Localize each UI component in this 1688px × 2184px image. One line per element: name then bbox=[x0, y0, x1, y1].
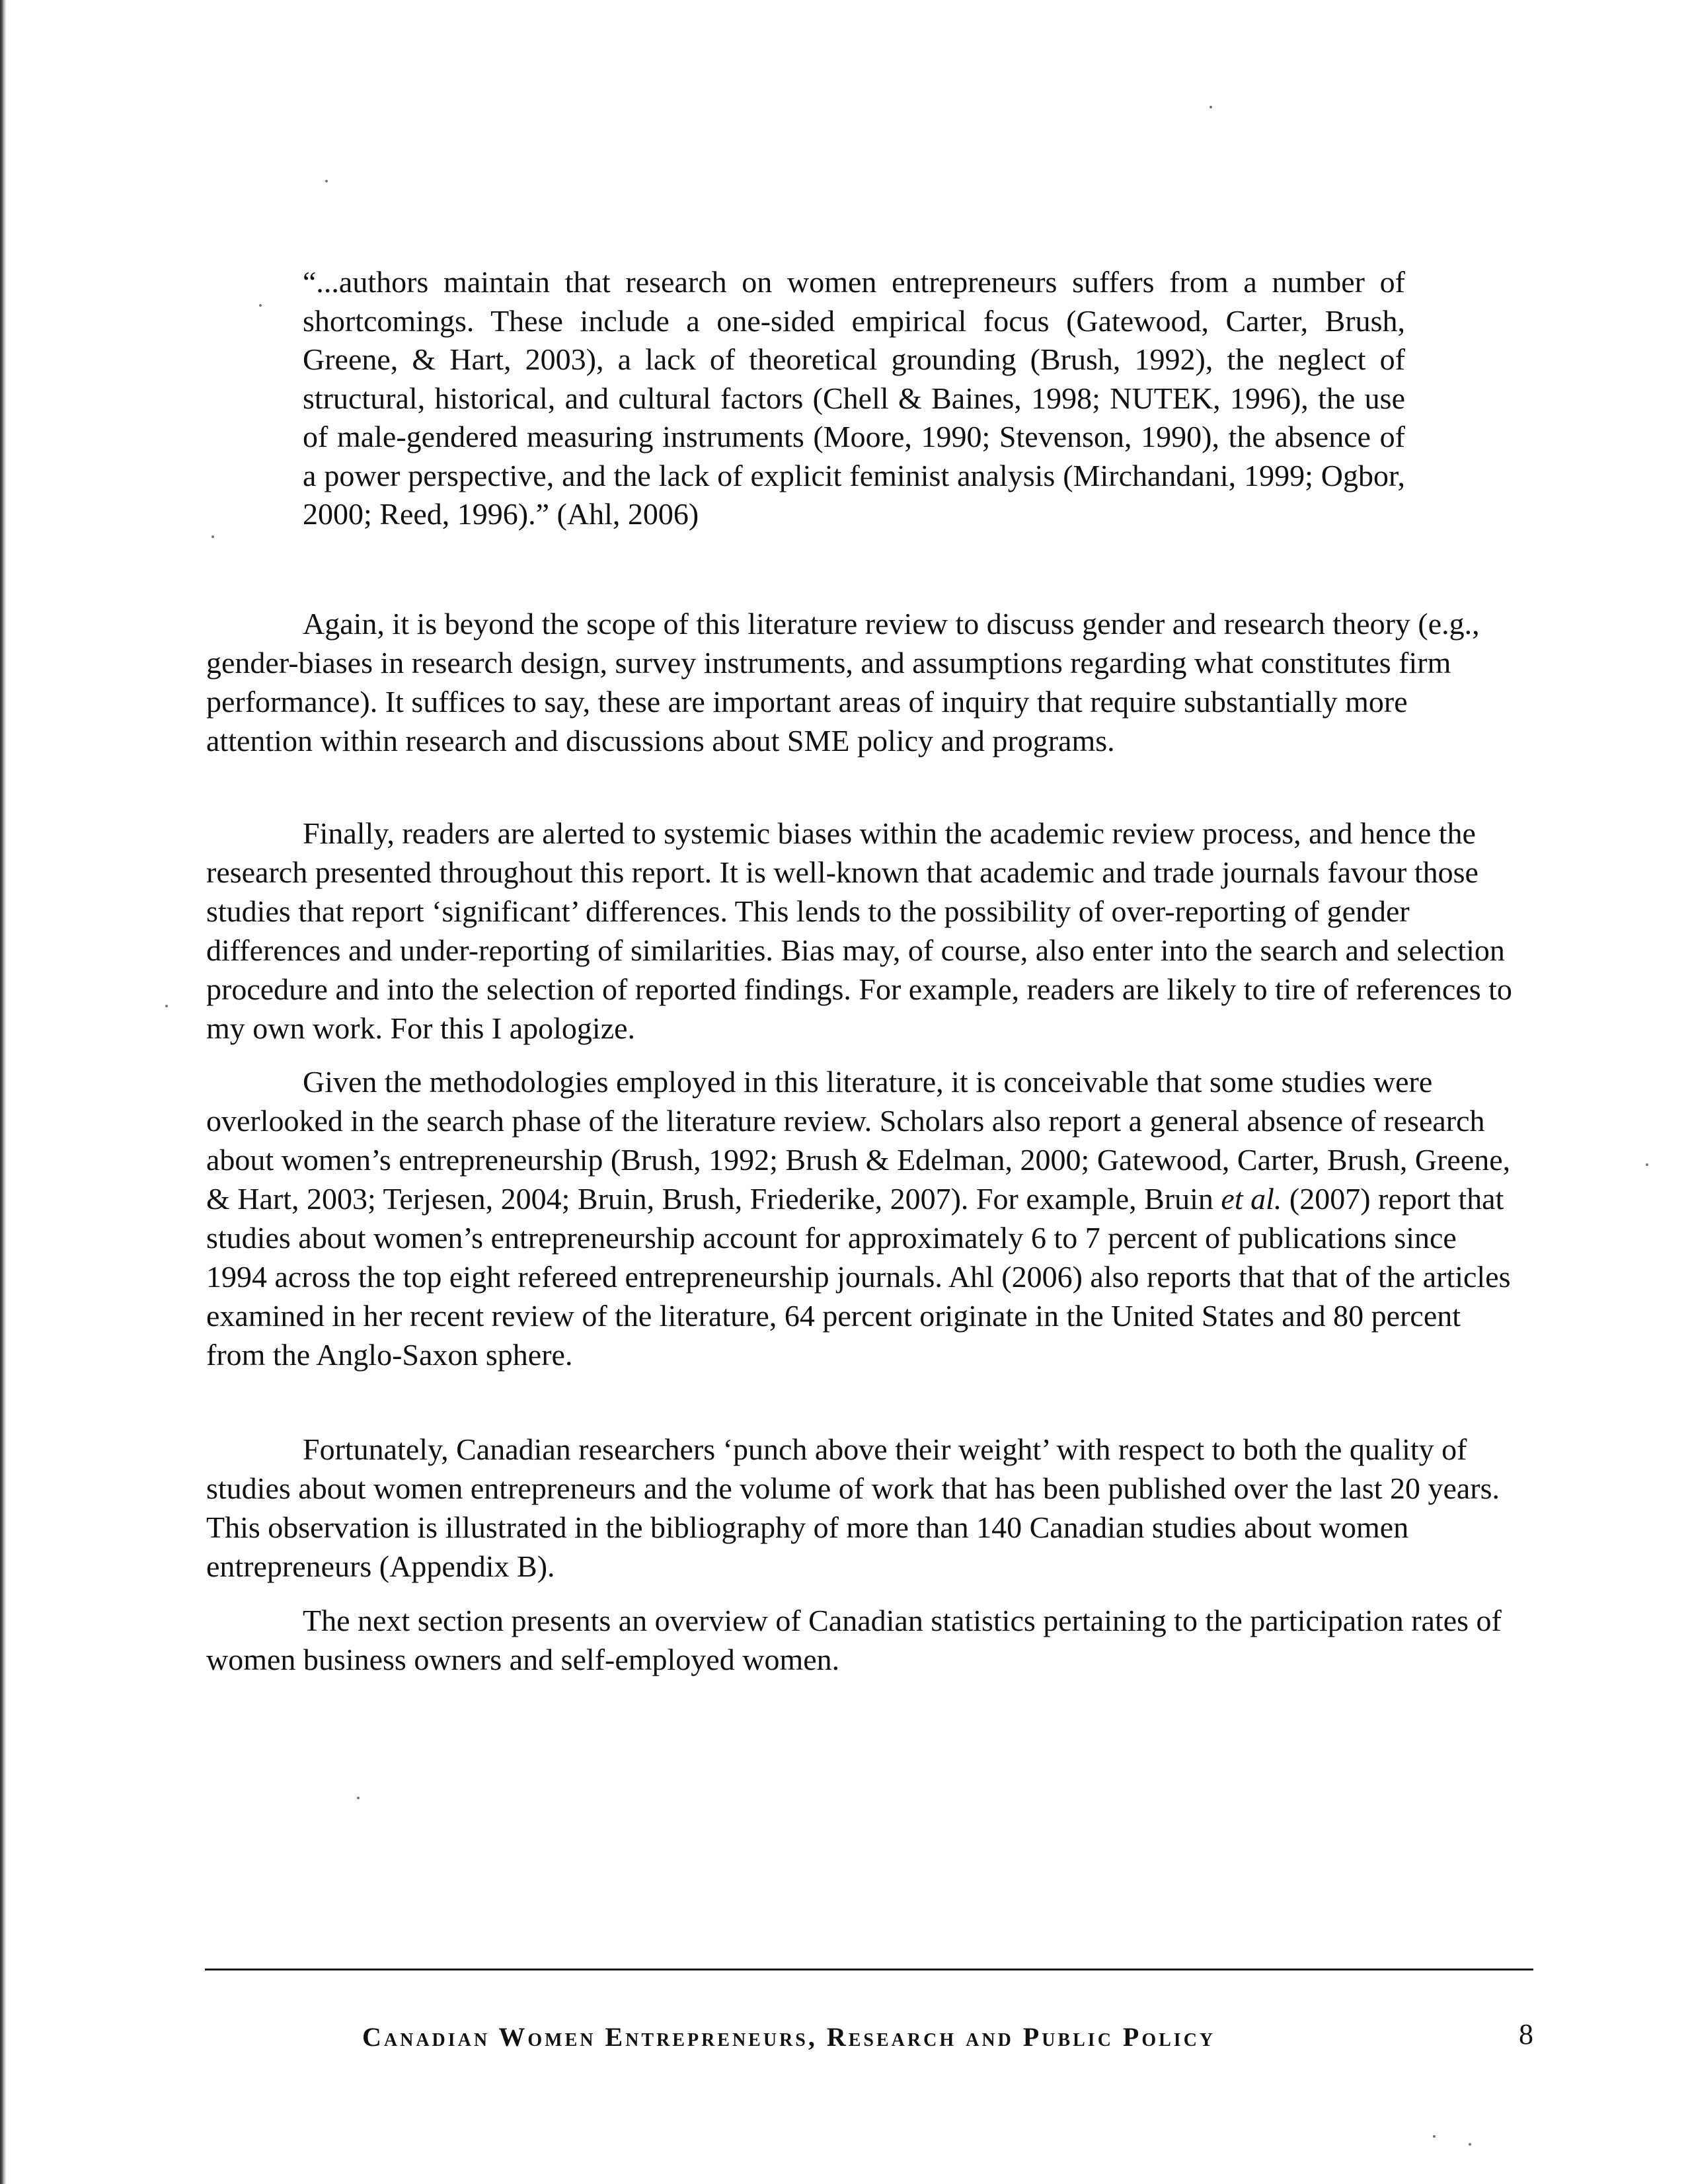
scan-speck bbox=[259, 304, 262, 307]
paragraph-again: Again, it is beyond the scope of this literature review to discuss gender and research theory (e.g., gender-biases in research design, survey instruments, and assumptions regarding what constitutes firm performance). It suffices to say, these are important areas of inquiry that require substantially more attention within research and discussions about SME policy and programs. bbox=[206, 607, 1480, 758]
paragraph-fortunately: Fortunately, Canadian researchers ‘punch above their weight’ with respect to both the quality of studies about women entrepreneurs and the volume of work that has been published over the last 20 years. This observation is illustrated in the bibliography of more than 140 Canadian studies about women entrepreneurs (Appendix B). bbox=[206, 1432, 1500, 1583]
scan-speck bbox=[1646, 1163, 1648, 1166]
paragraph-given-text-2: (2007) report that studies about women’s entrepreneurship account for approximately 6 to 7 percent of publications since 1994 across the top eight refereed entrepreneurship journals. Ahl (2006) also reports that that of the articles examined in her recent review of the literature, 64 percent originate in the United States and 80 percent from the Anglo-Saxon sphere. bbox=[206, 1182, 1511, 1372]
footer-rule bbox=[205, 1969, 1533, 1970]
scan-speck bbox=[357, 1797, 360, 1799]
block-quote: “...authors maintain that research on women entrepreneurs suffers from a number of shortcomings. These include a one-sided empirical focus (Gatewood, Carter, Brush, Greene, & Hart, 2003), a lack of theoretical grounding (Brush, 1992), the neglect of structural, historical, and cultural factors (Chell & Baines, 1998; NUTEK, 1996), the use of male-gendered measuring instruments (Moore, 1990; Stevenson, 1990), the absence of a power perspective, and the lack of explicit feminist analysis (Mirchandani, 1999; Ogbor, 2000; Reed, 1996).” (Ahl, 2006) bbox=[303, 265, 1405, 531]
paragraph-given-italic: et al. bbox=[1221, 1182, 1282, 1216]
footer-title: Canadian Women Entrepreneurs, Research and Public Policy bbox=[362, 2022, 1216, 2052]
paragraph-finally: Finally, readers are alerted to systemic biases within the academic review process, and hence the research presented throughout this report. It is well-known that academic and trade journals favour those studies that report ‘significant’ differences. This lends to the possibility of over-reporting of gender differences and under-reporting of similarities. Bias may, of course, also enter into the search and selection procedure and into the selection of reported findings. For example, readers are likely to tire of references to my own work. For this I apologize. bbox=[206, 816, 1512, 1045]
scan-speck bbox=[1209, 106, 1212, 108]
paragraph-given bbox=[206, 1062, 1515, 1374]
scan-speck bbox=[1433, 2135, 1436, 2138]
scan-speck bbox=[1469, 2143, 1471, 2146]
scan-speck bbox=[211, 535, 214, 538]
paragraph-given-text-1: Given the methodologies employed in this literature, it is conceivable that some studies were overlooked in the search phase of the literature review. Scholars also report a general absence of research about women’s entrepreneurship (Brush, 1992; Brush & Edelman, 2000; Gatewood, Carter, Brush, Greene, & Hart, 2003; Terjesen, 2004; Bruin, Brush, Friederike, 2007). For example, Bruin bbox=[206, 1065, 1511, 1216]
scan-edge-shadow bbox=[0, 0, 7, 2184]
scan-speck bbox=[325, 180, 328, 182]
paragraph-next: The next section presents an overview of Canadian statistics pertaining to the participation rates of women business owners and self-employed women. bbox=[206, 1604, 1502, 1676]
scan-speck bbox=[165, 1005, 168, 1007]
page-number: 8 bbox=[1519, 2018, 1533, 2050]
